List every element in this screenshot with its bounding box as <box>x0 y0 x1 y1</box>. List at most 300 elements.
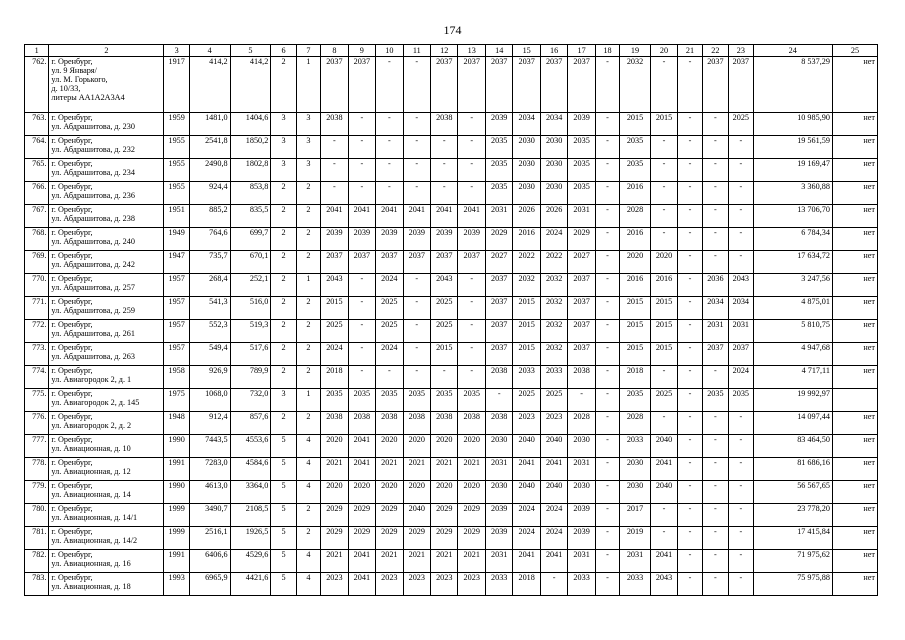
cost-cell: 13 706,70 <box>753 205 832 228</box>
status-cell: нет <box>832 573 877 596</box>
status-cell: нет <box>832 504 877 527</box>
column-header: 3 <box>164 45 189 57</box>
value-cell: 2020 <box>458 435 485 458</box>
address-line: ул. Абдрашитова, д. 232 <box>51 145 135 154</box>
value-cell: - <box>678 366 702 389</box>
value-cell: 2 <box>296 504 320 527</box>
value-cell: 2030 <box>540 159 567 182</box>
address-line: ул. Авиагородок 2, д. 145 <box>51 398 140 407</box>
value-cell: 2034 <box>729 297 753 320</box>
value-cell: - <box>376 366 403 389</box>
value-cell: 2033 <box>513 366 540 389</box>
value-cell: - <box>650 366 677 389</box>
value-cell: - <box>348 113 375 136</box>
value-cell: 2021 <box>321 458 348 481</box>
value-cell: 2037 <box>729 57 753 113</box>
value-cell: 853,8 <box>230 182 271 205</box>
value-cell: 2023 <box>458 573 485 596</box>
value-cell: 2041 <box>348 435 375 458</box>
value-cell: 2031 <box>702 320 728 343</box>
value-cell: 2035 <box>403 389 430 412</box>
address-line: ул. 9 Января/ <box>51 66 97 75</box>
status-cell: нет <box>832 412 877 435</box>
value-cell: 2490,8 <box>189 159 230 182</box>
value-cell: 2037 <box>568 320 595 343</box>
row-number-cell: 770. <box>25 274 49 297</box>
cost-cell: 4 947,68 <box>753 343 832 366</box>
value-cell: - <box>678 458 702 481</box>
address-cell <box>49 113 164 136</box>
value-cell: 2028 <box>620 205 651 228</box>
value-cell: - <box>431 366 458 389</box>
table-row <box>25 458 878 481</box>
value-cell: 885,2 <box>189 205 230 228</box>
cost-cell: 71 975,62 <box>753 550 832 573</box>
value-cell: - <box>348 159 375 182</box>
value-cell: 2039 <box>568 504 595 527</box>
cost-cell: 19 561,59 <box>753 136 832 159</box>
value-cell: 2108,5 <box>230 504 271 527</box>
value-cell: 7443,5 <box>189 435 230 458</box>
value-cell: 2021 <box>458 458 485 481</box>
value-cell: 1993 <box>164 573 189 596</box>
value-cell: 735,7 <box>189 251 230 274</box>
value-cell: 2021 <box>376 458 403 481</box>
value-cell: 2025 <box>376 297 403 320</box>
address-line: г. Оренбург, <box>51 320 93 329</box>
value-cell: - <box>678 182 702 205</box>
value-cell: 2024 <box>540 504 567 527</box>
value-cell: 2016 <box>513 228 540 251</box>
value-cell: 2031 <box>568 205 595 228</box>
row-number-cell: 766. <box>25 182 49 205</box>
row-number-cell: 779. <box>25 481 49 504</box>
value-cell: - <box>595 182 619 205</box>
value-cell: 2025 <box>540 389 567 412</box>
value-cell: - <box>702 136 728 159</box>
value-cell: - <box>568 389 595 412</box>
value-cell: 4421,6 <box>230 573 271 596</box>
value-cell: - <box>431 136 458 159</box>
value-cell: 2028 <box>568 412 595 435</box>
value-cell: 2037 <box>568 57 595 113</box>
value-cell: 2 <box>271 228 296 251</box>
address-cell <box>49 389 164 412</box>
address-line: д. 10/33, <box>51 84 81 93</box>
value-cell: 1404,6 <box>230 113 271 136</box>
value-cell: 1957 <box>164 297 189 320</box>
column-header: 11 <box>403 45 430 57</box>
value-cell: - <box>348 366 375 389</box>
address-line: ул. Авиационная, д. 14 <box>51 490 131 499</box>
table-row <box>25 159 878 182</box>
value-cell: - <box>650 182 677 205</box>
status-cell: нет <box>832 435 877 458</box>
value-cell: - <box>678 159 702 182</box>
value-cell: 2032 <box>540 274 567 297</box>
cost-cell: 10 985,90 <box>753 113 832 136</box>
value-cell: - <box>485 389 512 412</box>
table-row <box>25 320 878 343</box>
value-cell: 2035 <box>431 389 458 412</box>
value-cell: 2037 <box>348 251 375 274</box>
value-cell: 2035 <box>620 136 651 159</box>
value-cell: 2030 <box>513 159 540 182</box>
value-cell: 2020 <box>650 251 677 274</box>
value-cell: - <box>595 228 619 251</box>
table-row <box>25 297 878 320</box>
value-cell: 2038 <box>376 412 403 435</box>
address-cell <box>49 435 164 458</box>
table-row <box>25 527 878 550</box>
row-number-cell: 775. <box>25 389 49 412</box>
address-line: ул. Абдрашитова, д. 242 <box>51 260 135 269</box>
value-cell: 2015 <box>620 320 651 343</box>
value-cell: 3 <box>296 136 320 159</box>
value-cell: 4584,6 <box>230 458 271 481</box>
value-cell: - <box>595 481 619 504</box>
value-cell: 2025 <box>431 320 458 343</box>
value-cell: 2027 <box>485 251 512 274</box>
table-body <box>25 57 878 596</box>
value-cell: 2026 <box>540 205 567 228</box>
value-cell: - <box>595 297 619 320</box>
address-cell <box>49 412 164 435</box>
row-number-cell: 782. <box>25 550 49 573</box>
cost-cell: 4 717,11 <box>753 366 832 389</box>
value-cell: - <box>678 550 702 573</box>
value-cell: - <box>678 343 702 366</box>
address-cell <box>49 458 164 481</box>
address-line: ул. Абдрашитова, д. 240 <box>51 237 135 246</box>
value-cell: 2032 <box>540 320 567 343</box>
address-cell <box>49 274 164 297</box>
address-line: ул. Абдрашитова, д. 263 <box>51 352 135 361</box>
value-cell: 2020 <box>376 435 403 458</box>
value-cell: 2030 <box>568 481 595 504</box>
row-number-cell: 774. <box>25 366 49 389</box>
address-line: г. Оренбург, <box>51 274 93 283</box>
value-cell: 2043 <box>321 274 348 297</box>
value-cell: 2040 <box>540 435 567 458</box>
status-cell: нет <box>832 57 877 113</box>
value-cell: 2 <box>296 297 320 320</box>
status-cell <box>832 389 877 412</box>
value-cell: 2038 <box>458 412 485 435</box>
value-cell: - <box>403 366 430 389</box>
value-cell: 2037 <box>729 343 753 366</box>
value-cell: 2020 <box>431 435 458 458</box>
value-cell: 2035 <box>485 182 512 205</box>
value-cell: 2041 <box>540 550 567 573</box>
column-header: 16 <box>540 45 567 57</box>
value-cell: - <box>348 136 375 159</box>
value-cell: 1955 <box>164 182 189 205</box>
value-cell: 2029 <box>458 527 485 550</box>
column-header: 21 <box>678 45 702 57</box>
address-cell <box>49 159 164 182</box>
value-cell: 2 <box>296 182 320 205</box>
value-cell: 1 <box>296 57 320 113</box>
value-cell: 2015 <box>650 343 677 366</box>
value-cell: 2015 <box>620 297 651 320</box>
value-cell: - <box>348 343 375 366</box>
value-cell: 5 <box>271 550 296 573</box>
value-cell: - <box>678 504 702 527</box>
value-cell: - <box>702 573 728 596</box>
table-row <box>25 504 878 527</box>
value-cell: - <box>458 113 485 136</box>
row-number-cell: 765. <box>25 159 49 182</box>
address-line: г. Оренбург, <box>51 366 93 375</box>
value-cell: 2030 <box>620 481 651 504</box>
value-cell: 1958 <box>164 366 189 389</box>
value-cell: 2038 <box>431 412 458 435</box>
value-cell: 2031 <box>568 458 595 481</box>
value-cell: - <box>678 389 702 412</box>
value-cell: 2 <box>271 205 296 228</box>
value-cell: - <box>348 297 375 320</box>
status-cell: нет <box>832 343 877 366</box>
value-cell: 2039 <box>485 504 512 527</box>
status-cell: нет <box>832 228 877 251</box>
address-line: г. Оренбург, <box>51 182 93 191</box>
value-cell: 2 <box>271 274 296 297</box>
table-row <box>25 251 878 274</box>
value-cell: 5 <box>271 435 296 458</box>
value-cell: 1 <box>296 274 320 297</box>
value-cell: 1991 <box>164 458 189 481</box>
value-cell: - <box>729 550 753 573</box>
value-cell: 2041 <box>540 458 567 481</box>
value-cell: 2037 <box>458 251 485 274</box>
value-cell: 2037 <box>568 343 595 366</box>
address-line: г. Оренбург, <box>51 57 93 66</box>
value-cell: 2041 <box>376 205 403 228</box>
value-cell: 2040 <box>513 435 540 458</box>
value-cell: 2040 <box>403 504 430 527</box>
value-cell: - <box>321 182 348 205</box>
value-cell: 2025 <box>431 297 458 320</box>
address-cell <box>49 251 164 274</box>
table-row <box>25 366 878 389</box>
value-cell: - <box>458 297 485 320</box>
value-cell: 2023 <box>321 573 348 596</box>
address-cell <box>49 205 164 228</box>
value-cell: 2030 <box>485 481 512 504</box>
value-cell: - <box>595 412 619 435</box>
value-cell: - <box>403 320 430 343</box>
value-cell: 2033 <box>568 573 595 596</box>
value-cell: 4529,6 <box>230 550 271 573</box>
value-cell: 2021 <box>431 550 458 573</box>
address-cell <box>49 297 164 320</box>
value-cell: 2033 <box>620 573 651 596</box>
value-cell: 6406,6 <box>189 550 230 573</box>
value-cell: 2030 <box>568 435 595 458</box>
status-cell: нет <box>832 320 877 343</box>
cost-cell: 81 686,16 <box>753 458 832 481</box>
address-line: ул. Авиационная, д. 12 <box>51 467 131 476</box>
value-cell: - <box>729 182 753 205</box>
value-cell: 2041 <box>513 550 540 573</box>
value-cell: 2 <box>296 527 320 550</box>
value-cell: 2037 <box>568 274 595 297</box>
status-cell: нет <box>832 159 877 182</box>
table-row <box>25 274 878 297</box>
value-cell: 1999 <box>164 527 189 550</box>
value-cell: 2030 <box>485 435 512 458</box>
address-line: г. Оренбург, <box>51 343 93 352</box>
value-cell: - <box>595 57 619 113</box>
value-cell: - <box>678 251 702 274</box>
value-cell: 2037 <box>513 57 540 113</box>
value-cell: 2035 <box>376 389 403 412</box>
value-cell: 2023 <box>513 412 540 435</box>
value-cell: - <box>403 182 430 205</box>
value-cell: 2043 <box>729 274 753 297</box>
address-line: г. Оренбург, <box>51 481 93 490</box>
cost-cell: 5 810,75 <box>753 320 832 343</box>
value-cell: 5 <box>271 481 296 504</box>
value-cell: 2032 <box>540 297 567 320</box>
address-line: г. Оренбург, <box>51 527 93 536</box>
address-line: ул. М. Горького, <box>51 75 108 84</box>
value-cell: - <box>729 159 753 182</box>
status-cell: нет <box>832 274 877 297</box>
value-cell: 2037 <box>321 57 348 113</box>
value-cell: 924,4 <box>189 182 230 205</box>
address-line: ул. Абдрашитова, д. 257 <box>51 283 135 292</box>
value-cell: 517,6 <box>230 343 271 366</box>
value-cell: - <box>678 228 702 251</box>
housing-register-table <box>24 44 878 596</box>
value-cell: 2035 <box>620 389 651 412</box>
row-number-cell: 771. <box>25 297 49 320</box>
value-cell: 2039 <box>568 527 595 550</box>
value-cell: 7283,0 <box>189 458 230 481</box>
value-cell: - <box>376 136 403 159</box>
value-cell: 789,9 <box>230 366 271 389</box>
value-cell: 2015 <box>513 343 540 366</box>
value-cell: - <box>650 205 677 228</box>
row-number-cell: 769. <box>25 251 49 274</box>
value-cell: 2035 <box>458 389 485 412</box>
value-cell: - <box>729 573 753 596</box>
value-cell: 4 <box>296 435 320 458</box>
value-cell: 857,6 <box>230 412 271 435</box>
value-cell: 2030 <box>540 182 567 205</box>
table-row <box>25 412 878 435</box>
value-cell: 2037 <box>403 251 430 274</box>
value-cell: 2029 <box>458 504 485 527</box>
value-cell: 2031 <box>485 550 512 573</box>
value-cell: - <box>650 412 677 435</box>
value-cell: 2021 <box>403 550 430 573</box>
value-cell: 2041 <box>431 205 458 228</box>
value-cell: 2023 <box>540 412 567 435</box>
value-cell: - <box>729 251 753 274</box>
value-cell: 1991 <box>164 550 189 573</box>
value-cell: 2037 <box>540 57 567 113</box>
value-cell: 4 <box>296 573 320 596</box>
value-cell: 2017 <box>620 504 651 527</box>
value-cell: 2015 <box>650 320 677 343</box>
value-cell: - <box>348 274 375 297</box>
value-cell: 1951 <box>164 205 189 228</box>
value-cell: 2037 <box>431 251 458 274</box>
address-line: ул. Абдрашитова, д. 234 <box>51 168 135 177</box>
value-cell: 2025 <box>321 320 348 343</box>
value-cell: 2021 <box>321 550 348 573</box>
address-line: г. Оренбург, <box>51 205 93 214</box>
address-cell <box>49 136 164 159</box>
value-cell: 519,3 <box>230 320 271 343</box>
address-line: ул. Абдрашитова, д. 259 <box>51 306 135 315</box>
value-cell: 2 <box>271 366 296 389</box>
value-cell: 1990 <box>164 435 189 458</box>
value-cell: 2021 <box>431 458 458 481</box>
value-cell: 2035 <box>620 159 651 182</box>
value-cell: - <box>650 159 677 182</box>
value-cell: 2016 <box>650 274 677 297</box>
value-cell: 3 <box>271 136 296 159</box>
value-cell: 1990 <box>164 481 189 504</box>
status-cell: нет <box>832 297 877 320</box>
cost-cell: 17 634,72 <box>753 251 832 274</box>
cost-cell: 4 875,01 <box>753 297 832 320</box>
value-cell: 2 <box>271 343 296 366</box>
value-cell: - <box>595 343 619 366</box>
table-row <box>25 228 878 251</box>
value-cell: - <box>403 136 430 159</box>
column-header: 15 <box>513 45 540 57</box>
value-cell: 2037 <box>485 320 512 343</box>
value-cell: - <box>595 366 619 389</box>
value-cell: - <box>702 113 728 136</box>
value-cell: - <box>650 57 677 113</box>
value-cell: 2541,8 <box>189 136 230 159</box>
value-cell: - <box>458 320 485 343</box>
value-cell: 2037 <box>458 57 485 113</box>
row-number-cell: 781. <box>25 527 49 550</box>
cost-cell: 14 097,44 <box>753 412 832 435</box>
value-cell: - <box>376 159 403 182</box>
row-number-cell: 780. <box>25 504 49 527</box>
value-cell: 912,4 <box>189 412 230 435</box>
value-cell: - <box>376 182 403 205</box>
value-cell: 2041 <box>650 550 677 573</box>
address-line: г. Оренбург, <box>51 113 93 122</box>
value-cell: 1917 <box>164 57 189 113</box>
value-cell: 2038 <box>321 113 348 136</box>
value-cell: - <box>678 57 702 113</box>
address-line: ул. Абдрашитова, д. 236 <box>51 191 135 200</box>
address-line: г. Оренбург, <box>51 159 93 168</box>
value-cell: 4 <box>296 550 320 573</box>
value-cell: 2024 <box>513 504 540 527</box>
value-cell: 2039 <box>485 527 512 550</box>
value-cell: 2031 <box>485 205 512 228</box>
value-cell: - <box>403 113 430 136</box>
address-line: ул. Абдрашитова, д. 238 <box>51 214 135 223</box>
value-cell: - <box>431 182 458 205</box>
value-cell: 2037 <box>485 274 512 297</box>
value-cell: - <box>595 458 619 481</box>
value-cell: 2025 <box>650 389 677 412</box>
value-cell: 2038 <box>321 412 348 435</box>
value-cell: - <box>403 57 430 113</box>
